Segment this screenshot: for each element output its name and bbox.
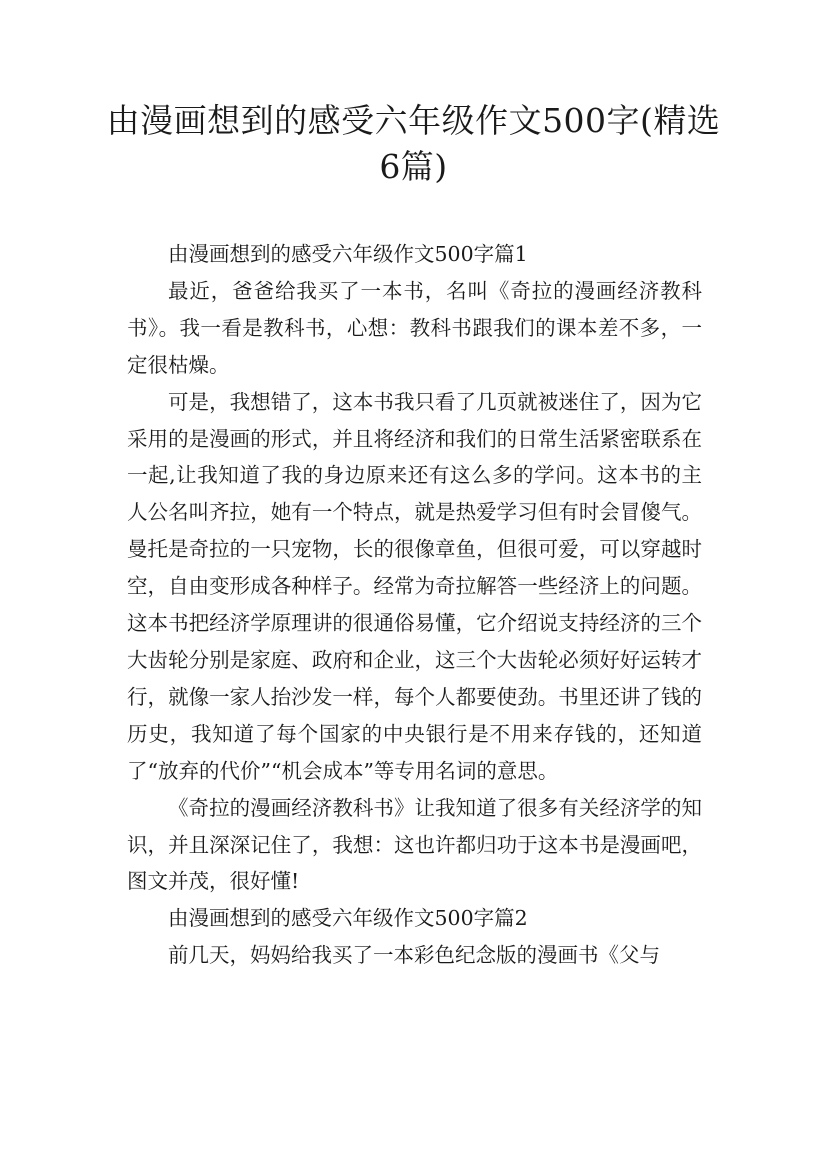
paragraph: 《奇拉的漫画经济教科书》让我知道了很多有关经济学的知识，并且深深记住了，我想：这也许都归功于这本书是漫画吧，图文并茂，很好懂! bbox=[127, 795, 702, 894]
document-title: 由漫画想到的感受六年级作文500字(精选6篇) bbox=[106, 101, 721, 186]
section-heading-2: 由漫画想到的感受六年级作文500字篇2 bbox=[168, 906, 528, 931]
section-heading-1: 由漫画想到的感受六年级作文500字篇1 bbox=[168, 242, 528, 266]
paragraph: 最近，爸爸给我买了一本书，名叫《奇拉的漫画经济教科书》。我一看是教科书，心想：教科书跟我们的课本差不多，一定很枯燥。 bbox=[127, 278, 702, 377]
paragraph: 前几天，妈妈给我买了一本彩色纪念版的漫画书《父与 bbox=[168, 943, 660, 968]
document-body bbox=[127, 236, 702, 974]
paragraph: 可是，我想错了，这本书我只看了几页就被迷住了，因为它采用的是漫画的形式，并且将经济和我们的日常生活紧密联系在一起,让我知道了我的身边原来还有这么多的学问。这本书的主人公名叫齐拉，她有一个特点，就是热爱学习但有时会冒傻气。曼托是奇拉的一只宠物，长的很像章鱼，但很可爱，可以穿越时空，自由变形成各种样子。经常为奇拉解答一些经济上的问题。这本书把经济学原理讲的很通俗易懂，它介绍说支持经济的三个大齿轮分别是家庭、政府和企业，这三个大齿轮必须好好运转才行，就像一家人抬沙发一样，每个人都要使劲。书里还讲了钱的历史，我知道了每个国家的中央银行是不用来存钱的，还知道了“放弃的代价”“机会成本”等专用名词的意思。 bbox=[127, 389, 702, 783]
